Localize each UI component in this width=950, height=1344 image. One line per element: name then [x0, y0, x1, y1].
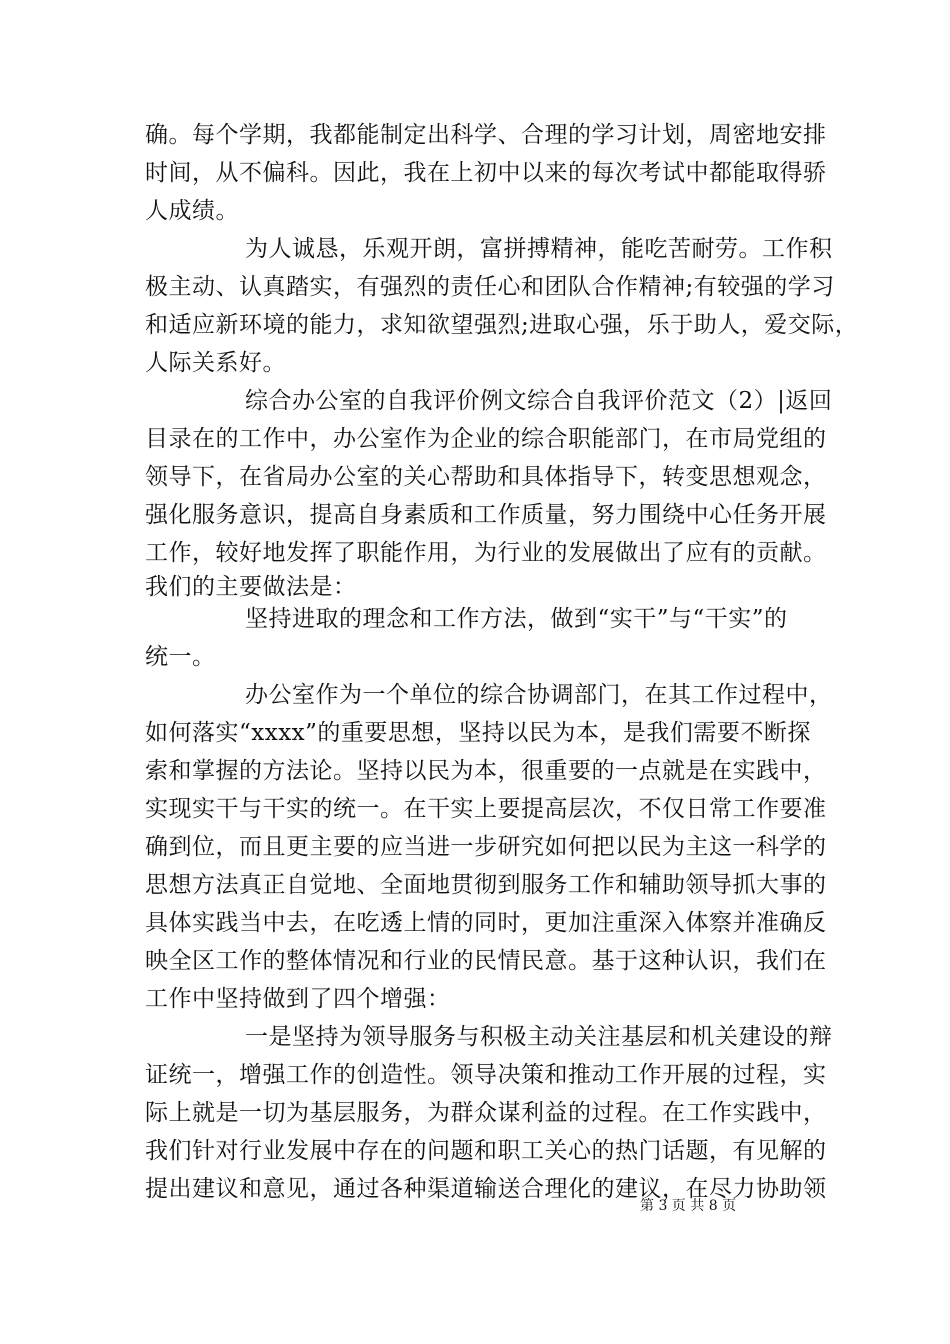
paragraph-start-line: 一是坚持为领导服务与积极主动关注基层和机关建设的辩	[245, 1024, 833, 1050]
text-line: 统一。	[145, 644, 216, 670]
text-line: 提出建议和意见，通过各种渠道输送合理化的建议，在尽力协助领	[145, 1176, 827, 1202]
text-line: 强化服务意识，提高自身素质和工作质量，努力围绕中心任务开展	[145, 502, 827, 528]
paragraph-start-line: 办公室作为一个单位的综合协调部门，在其工作过程中，	[245, 682, 833, 708]
text-line: 人成绩。	[145, 198, 239, 224]
text-line: 工作中坚持做到了四个增强：	[145, 986, 451, 1012]
text-line: 映全区工作的整体情况和行业的民情民意。基于这种认识，我们在	[145, 948, 827, 974]
text-line: 极主动、认真踏实，有强烈的责任心和团队合作精神;有较强的学习	[145, 274, 835, 300]
text-line: 具体实践当中去，在吃透上情的同时，更加注重深入体察并准确反	[145, 910, 827, 936]
text-line: 际上就是一切为基层服务，为群众谋利益的过程。在工作实践中，	[145, 1100, 827, 1126]
text-line: 我们针对行业发展中存在的问题和职工关心的热门话题，有见解的	[145, 1138, 827, 1164]
text-line: 证统一，增强工作的创造性。领导决策和推动工作开展的过程，实	[145, 1062, 827, 1088]
text-line: 我们的主要做法是：	[145, 574, 357, 600]
text-line: 领导下，在省局办公室的关心帮助和具体指导下，转变思想观念，	[145, 464, 827, 490]
text-line: 实现实干与干实的统一。在干实上要提高层次，不仅日常工作要准	[145, 796, 827, 822]
paragraph-start-line: 坚持进取的理念和工作方法，做到“实干”与“干实”的	[245, 606, 788, 632]
text-line: 思想方法真正自觉地、全面地贯彻到服务工作和辅助领导抓大事的	[145, 872, 827, 898]
text-line: 如何落实“xxxx”的重要思想，坚持以民为本，是我们需要不断探	[145, 720, 811, 746]
text-line: 目录在的工作中，办公室作为企业的综合职能部门，在市局党组的	[145, 426, 827, 452]
text-line: 工作，较好地发挥了职能作用，为行业的发展做出了应有的贡献。	[145, 540, 827, 566]
page-number: 第 3 页 共 8 页	[640, 1198, 737, 1214]
text-line: 索和掌握的方法论。坚持以民为本，很重要的一点就是在实践中，	[145, 758, 827, 784]
text-line: 确。每个学期，我都能制定出科学、合理的学习计划，周密地安排	[145, 122, 827, 148]
paragraph-start-line: 为人诚恳，乐观开朗，富拼搏精神，能吃苦耐劳。工作积	[245, 236, 833, 262]
text-line: 人际关系好。	[145, 350, 286, 376]
text-line: 时间，从不偏科。因此，我在上初中以来的每次考试中都能取得骄	[145, 160, 827, 186]
paragraph-start-line: 综合办公室的自我评价例文综合自我评价范文（2）|返回	[245, 388, 833, 414]
text-line: 和适应新环境的能力，求知欲望强烈;进取心强，乐于助人，爱交际，	[145, 312, 859, 338]
text-line: 确到位，而且更主要的应当进一步研究如何把以民为主这一科学的	[145, 834, 827, 860]
